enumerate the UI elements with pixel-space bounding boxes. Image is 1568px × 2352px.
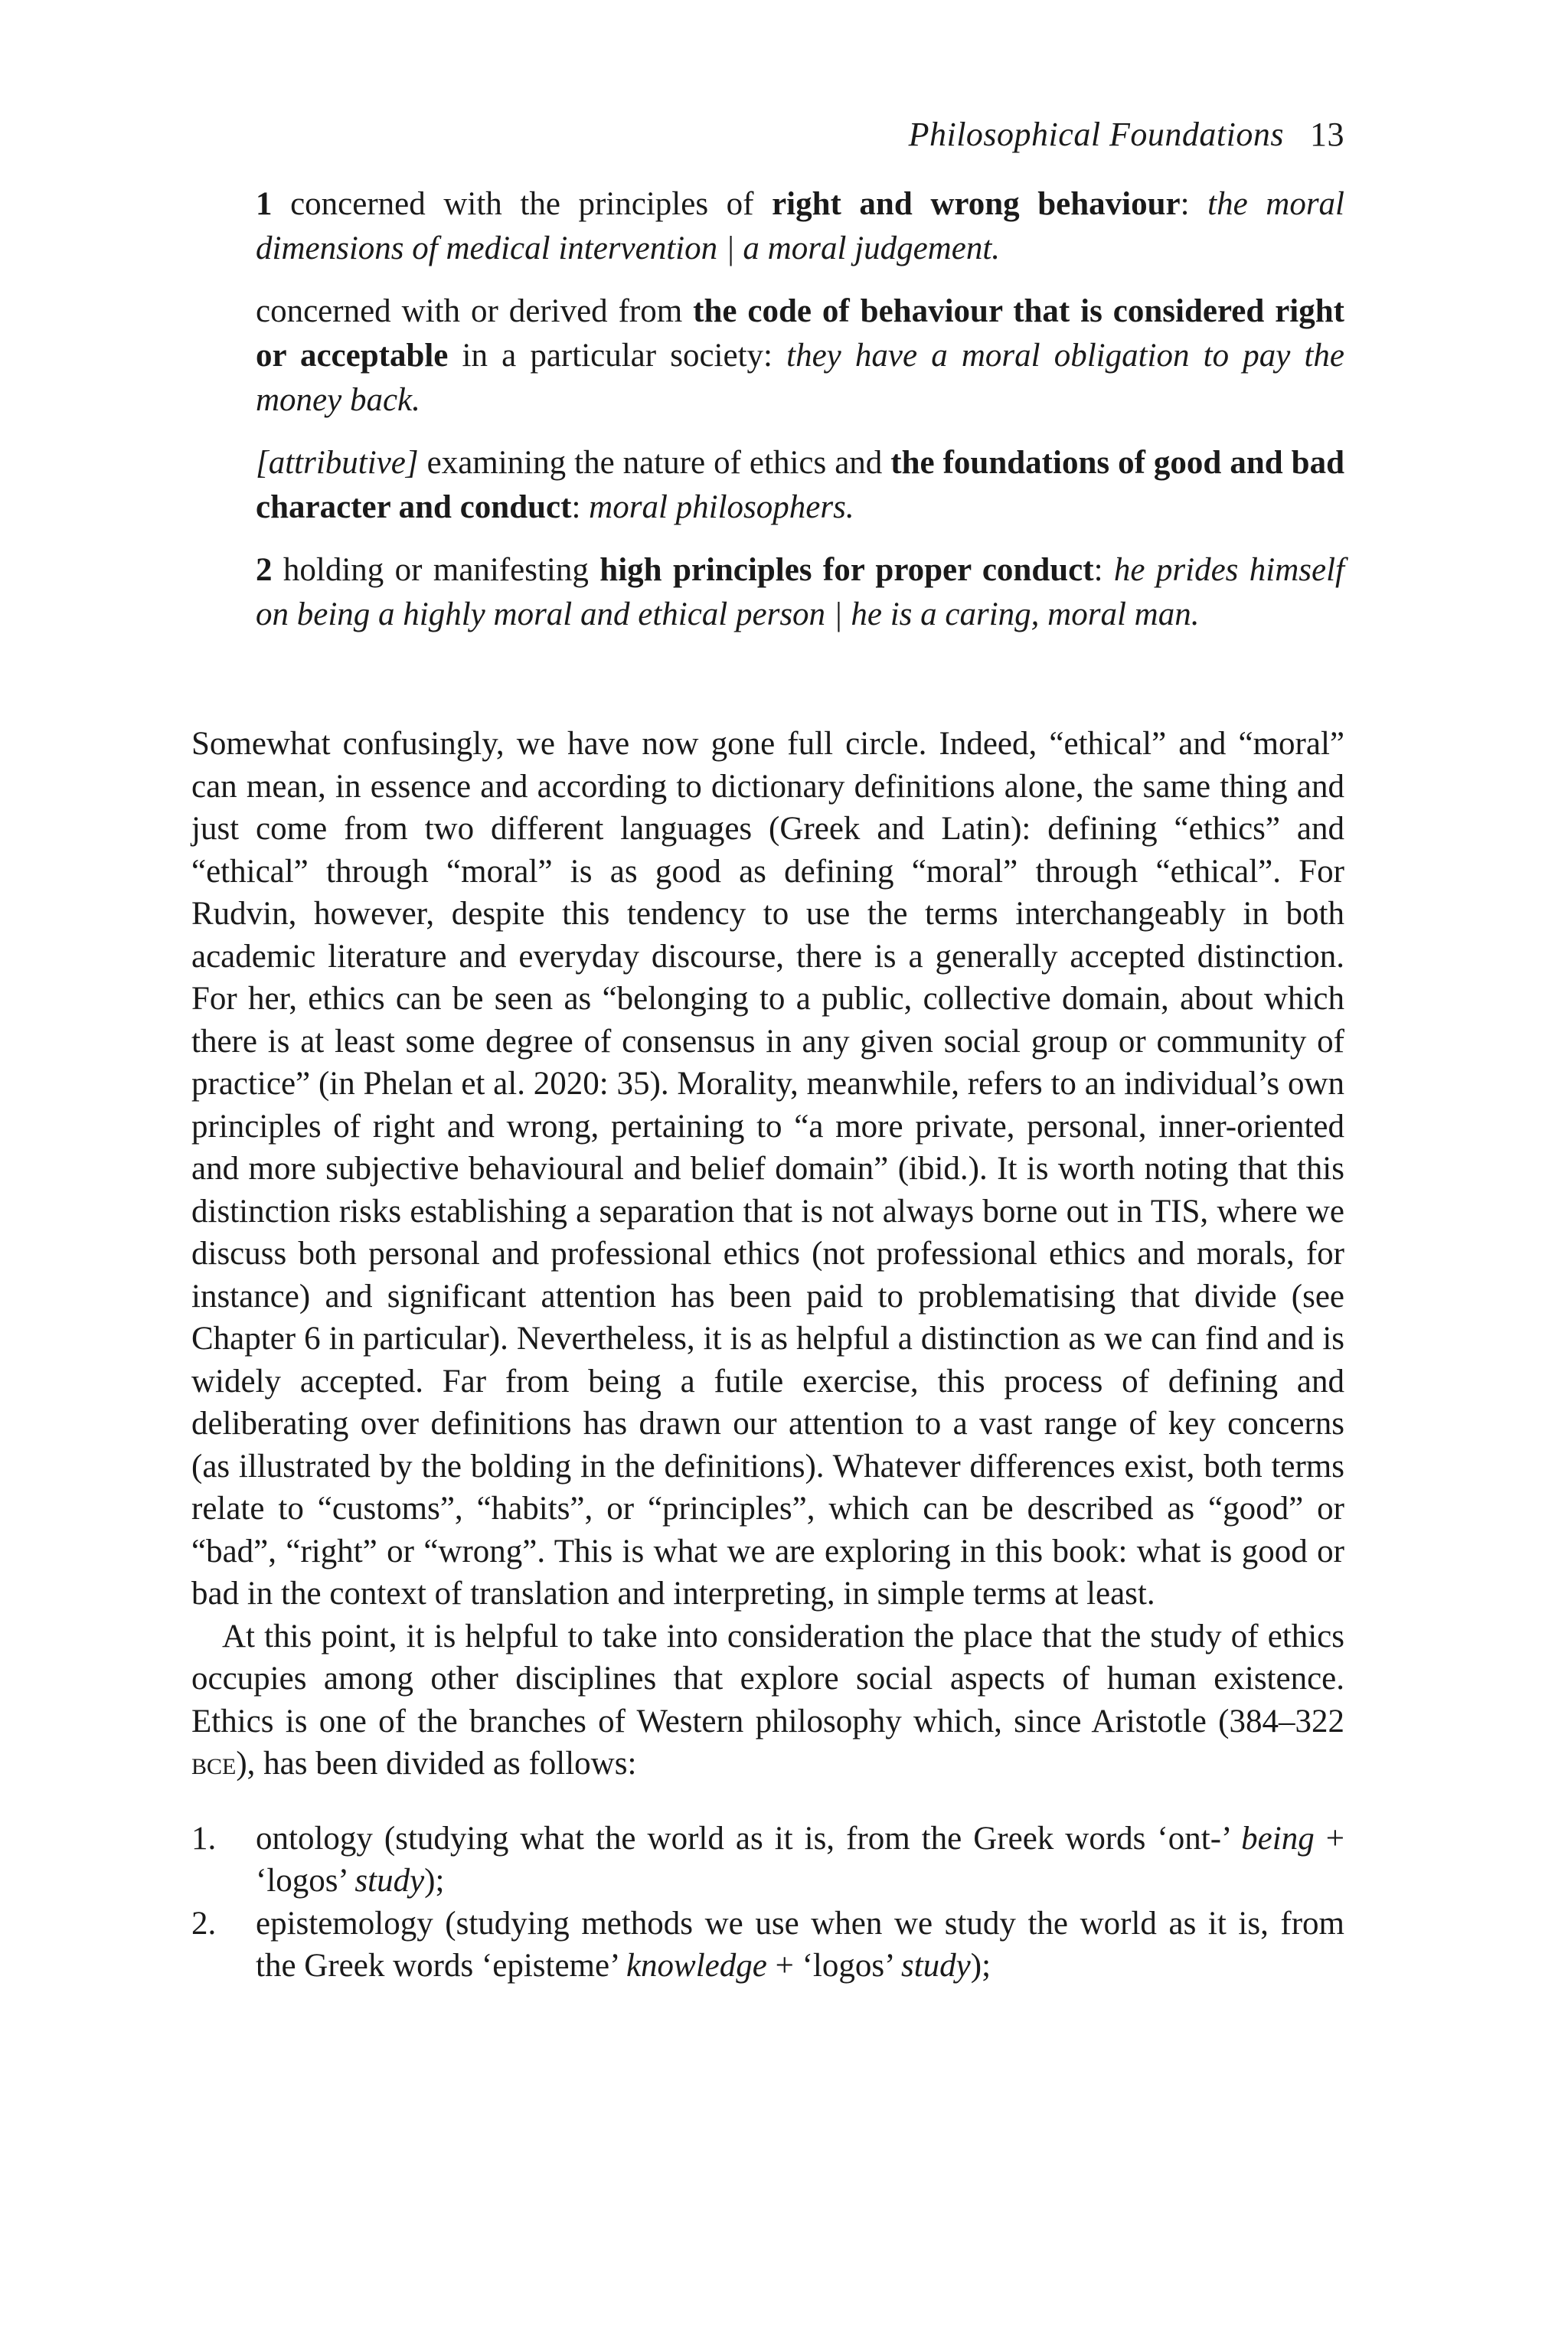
branches-list	[191, 1818, 1344, 1988]
definition-2: 2 holding or manifesting high principles for proper conduct: he prides himself on being a highly moral and ethical person | he is a caring, moral man.	[256, 552, 1344, 632]
example-usage: he prides himself on being a highly moral and ethical person | he is a caring, moral man.	[256, 552, 1344, 632]
example-usage: moral philosophers.	[589, 489, 854, 525]
bold-phrase: right and wrong behaviour	[772, 186, 1181, 222]
definition-1c: [attributive] examining the nature of ethics and the foundations of good and bad character and conduct: moral philosophers.	[256, 445, 1344, 525]
list-item: 1. ontology (studying what the world as it is, from the Greek words ‘ont-’ being + ‘logos’ study);	[191, 1818, 1344, 1903]
definition-number: 2	[256, 552, 273, 588]
paragraph-2: At this point, it is helpful to take into consideration the place that the study of ethics occupies among other disciplines that explore social aspects of human existence. Ethics is one of the branches of Western philosophy which, since Aristotle (384–322 bce), has been divided as follows:	[191, 1618, 1344, 1782]
page-number: 13	[1310, 116, 1344, 153]
example-usage: the moral dimensions of medical intervention | a moral judgement.	[256, 186, 1344, 266]
grammar-note: [attributive]	[256, 445, 419, 481]
list-number: 2.	[191, 1905, 217, 1942]
definition-1b: concerned with or derived from the code of behaviour that is considered right or acceptable in a particular society: they have a moral obligation to pay the money back.	[256, 293, 1345, 418]
example-usage: they have a moral obligation to pay the money back.	[256, 338, 1345, 418]
dictionary-definitions	[256, 182, 1344, 655]
definition-1: 1 concerned with the principles of right and wrong behaviour: the moral dimensions of medical intervention | a moral judgement.	[256, 186, 1344, 266]
body-text	[191, 723, 1344, 1988]
running-title: Philosophical Foundations	[908, 116, 1284, 153]
bold-phrase: high principles for proper conduct	[599, 552, 1094, 588]
era-abbreviation: bce	[191, 1746, 237, 1782]
bold-phrase: the foundations of good and bad character and conduct	[256, 445, 1344, 525]
list-item: 2. epistemology (studying methods we use when we study the world as it is, from the Greek words ‘episteme’ knowledge + ‘logos’ study);	[191, 1903, 1344, 1988]
running-header	[909, 115, 1344, 154]
definition-number: 1	[256, 186, 273, 222]
list-number: 1.	[191, 1820, 217, 1857]
paragraph-1: Somewhat confusingly, we have now gone full circle. Indeed, “ethical” and “moral” can mean, in essence and according to dictionary definitions alone, the same thing and just come from two different languages (Greek and Latin): defining “ethics” and “ethical” through “moral” is as good as defining “moral” through “ethical”. For Rudvin, however, despite this tendency to use the terms interchangeably in both academic literature and everyday discourse, there is a generally accepted distinction. For her, ethics can be seen as “belonging to a public, collective domain, about which there is at least some degree of consensus in any given social group or community of practice” (in Phelan et al. 2020: 35). Morality, meanwhile, refers to an individual’s own principles of right and wrong, pertaining to “a more private, personal, inner-oriented and more subjective behavioural and belief domain” (ibid.). It is worth noting that this distinction risks establishing a separation that is not always borne out in TIS, where we discuss both personal and professional ethics (not professional ethics and morals, for instance) and significant attention has been paid to problematising that divide (see Chapter 6 in particular). Nevertheless, it is as helpful a distinction as we can find and is widely accepted. Far from being a futile exercise, this process of defining and deliberating over definitions has drawn our attention to a vast range of key concerns (as illustrated by the bolding in the definitions). Whatever differences exist, both terms relate to “customs”, “habits”, or “principles”, which can be described as “good” or “bad”, “right” or “wrong”. This is what we are exploring in this book: what is good or bad in the context of translation and interpreting, in simple terms at least.	[191, 726, 1344, 1612]
bold-phrase: the code of behaviour that is considered right or acceptable	[256, 293, 1344, 374]
